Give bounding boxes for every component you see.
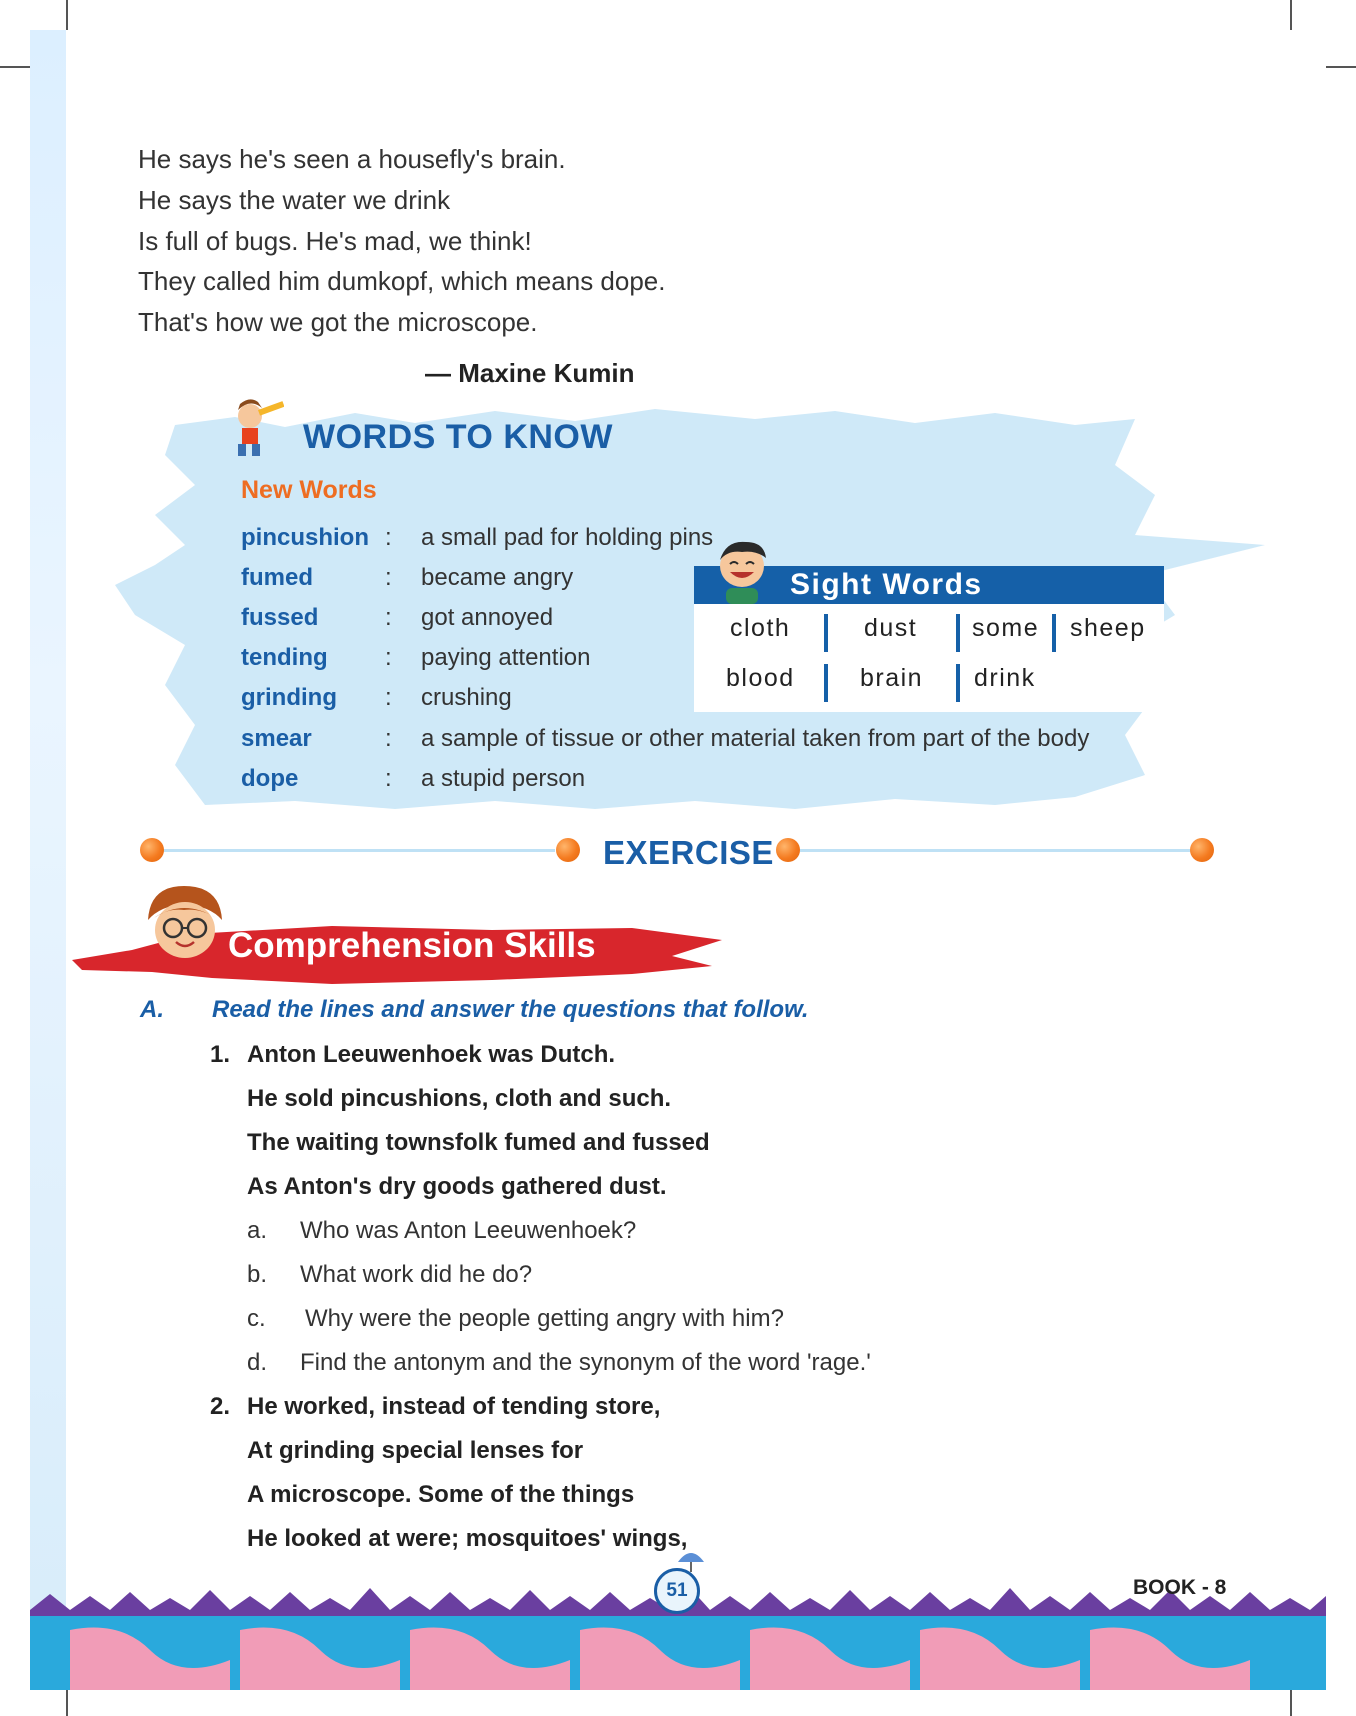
vocab-definition: became angry: [421, 564, 574, 591]
vocab-definition: crushing: [421, 684, 512, 711]
vocab-definition: got annoyed: [421, 604, 554, 631]
vocab-word: pincushion: [241, 524, 369, 551]
sub-question-text: Find the antonym and the synonym of the word 'rage.': [300, 1349, 871, 1376]
sight-divider: [956, 664, 960, 702]
question-verse-line: Anton Leeuwenhoek was Dutch.: [247, 1041, 616, 1068]
sight-divider: [1052, 614, 1056, 652]
sub-question-text: Who was Anton Leeuwenhoek?: [300, 1217, 637, 1244]
vocab-colon: :: [385, 765, 392, 792]
vocab-word: fussed: [241, 604, 319, 631]
poem-line: They called him dumkopf, which means dope.: [138, 266, 666, 296]
section-letter: A.: [140, 996, 164, 1023]
sight-word: brain: [860, 664, 924, 692]
orange-dot-icon: [1190, 838, 1214, 862]
orange-dot-icon: [556, 838, 580, 862]
vocab-word: smear: [241, 725, 312, 752]
sight-word: dust: [864, 614, 918, 642]
vocab-definition: a small pad for holding pins: [421, 524, 714, 551]
book-label: BOOK - 8: [1133, 1576, 1227, 1599]
question-number: 1.: [210, 1041, 231, 1068]
exercise-divider-right: [800, 849, 1195, 852]
vocab-word: tending: [241, 644, 328, 671]
vocab-colon: :: [385, 684, 392, 711]
sky-side-strip: [30, 30, 66, 1690]
new-words-subtitle: New Words: [241, 476, 377, 504]
sub-question-text: What work did he do?: [300, 1261, 533, 1288]
sight-divider: [956, 614, 960, 652]
question-verse-line: He looked at were; mosquitoes' wings,: [247, 1525, 688, 1552]
mascot-girl-glasses-icon: [140, 880, 230, 970]
sight-word: sheep: [1070, 614, 1146, 642]
mascot-pencil-icon: [228, 396, 284, 460]
vocab-colon: :: [385, 564, 392, 591]
sight-divider: [824, 614, 828, 652]
vocab-definition: paying attention: [421, 644, 591, 671]
vocab-definition: a stupid person: [421, 765, 586, 792]
vocab-word: fumed: [241, 564, 313, 591]
sight-word: some: [972, 614, 1040, 642]
vocab-colon: :: [385, 604, 392, 631]
exercise-divider-left: [160, 849, 555, 852]
sight-word: drink: [974, 664, 1036, 692]
poem-line: Is full of bugs. He's mad, we think!: [138, 226, 532, 256]
crop-mark: [1290, 1690, 1292, 1716]
section-instruction: Read the lines and answer the questions that follow.: [212, 996, 809, 1023]
sub-question-text: Why were the people getting angry with him?: [305, 1305, 784, 1332]
crop-mark: [0, 66, 30, 68]
poem-line: That's how we got the microscope.: [138, 307, 538, 337]
question-number: 2.: [210, 1393, 231, 1420]
sub-question-label: c.: [247, 1305, 266, 1332]
sub-question-label: d.: [247, 1349, 268, 1376]
vocab-colon: :: [385, 644, 392, 671]
sub-question-label: b.: [247, 1261, 268, 1288]
poem-line: He says he's seen a housefly's brain.: [138, 144, 566, 174]
question-verse-line: A microscope. Some of the things: [247, 1481, 635, 1508]
sight-word: blood: [726, 664, 795, 692]
vocab-colon: :: [385, 725, 392, 752]
poem-line: He says the water we drink: [138, 185, 451, 215]
sub-question-label: a.: [247, 1217, 268, 1244]
crop-mark: [66, 1690, 68, 1716]
vocab-colon: :: [385, 524, 392, 551]
poem-author: — Maxine Kumin: [425, 358, 635, 388]
page-number: 51: [654, 1568, 700, 1614]
comprehension-title: Comprehension Skills: [228, 926, 596, 965]
crop-mark: [66, 0, 68, 30]
vocab-word: dope: [241, 765, 299, 792]
mascot-boy-icon: [712, 536, 776, 606]
question-verse-line: He sold pincushions, cloth and such.: [247, 1085, 672, 1112]
sight-words-title: Sight Words: [790, 568, 983, 601]
crop-mark: [1290, 0, 1292, 30]
sight-word: cloth: [730, 614, 791, 642]
vocab-word: grinding: [241, 684, 337, 711]
sight-divider: [824, 664, 828, 702]
question-verse-line: At grinding special lenses for: [247, 1437, 584, 1464]
words-to-know-title: WORDS TO KNOW: [303, 418, 613, 456]
orange-dot-icon: [140, 838, 164, 862]
vocab-definition: a sample of tissue or other material taken from part of the body: [421, 725, 1090, 752]
question-verse-line: He worked, instead of tending store,: [247, 1393, 661, 1420]
crop-mark: [1326, 66, 1356, 68]
question-verse-line: The waiting townsfolk fumed and fussed: [247, 1129, 710, 1156]
exercise-title: EXERCISE: [603, 834, 774, 871]
question-verse-line: As Anton's dry goods gathered dust.: [247, 1173, 667, 1200]
orange-dot-icon: [776, 838, 800, 862]
